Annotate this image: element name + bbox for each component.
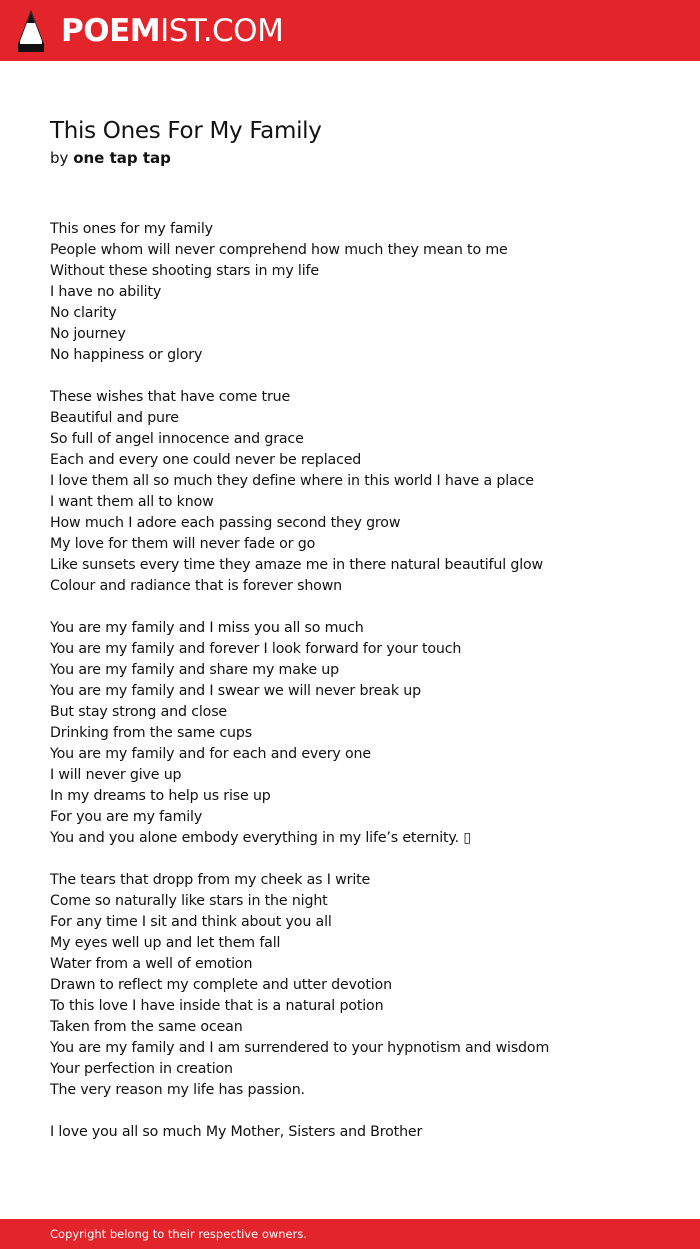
poem-line: You are my family and share my make up bbox=[50, 662, 339, 678]
poem-line: No happiness or glory bbox=[50, 347, 203, 363]
poem-line: I love them all so much they define where in this world I have a place bbox=[50, 473, 534, 489]
poem-line: To this love I have inside that is a natural potion bbox=[50, 998, 384, 1014]
poem-stanza bbox=[50, 387, 670, 597]
poem-line: People whom will never comprehend how much they mean to me bbox=[50, 242, 508, 258]
byline bbox=[50, 148, 171, 169]
poem-stanza bbox=[50, 618, 670, 849]
poem-line: My love for them will never fade or go bbox=[50, 536, 316, 552]
byline-prefix: by bbox=[50, 149, 69, 167]
poem-line: So full of angel innocence and grace bbox=[50, 431, 304, 447]
pencil-tip-icon[interactable] bbox=[18, 10, 44, 52]
poem-line: But stay strong and close bbox=[50, 704, 228, 720]
logo-text-light: IST.COM bbox=[160, 13, 284, 49]
poem-line: Beautiful and pure bbox=[50, 410, 179, 426]
poem-line: You are my family and I swear we will never break up bbox=[50, 683, 421, 699]
poem-line: This ones for my family bbox=[50, 221, 213, 237]
poem-line: Without these shooting stars in my life bbox=[50, 263, 319, 279]
poem-line: Drawn to reflect my complete and utter devotion bbox=[50, 977, 392, 993]
poem-line: For you are my family bbox=[50, 809, 203, 825]
poem-line: You are my family and for each and every one bbox=[50, 746, 371, 762]
poem-line: For any time I sit and think about you all bbox=[50, 914, 332, 930]
site-logo[interactable] bbox=[61, 13, 283, 49]
poem-line: How much I adore each passing second they grow bbox=[50, 515, 401, 531]
poem-stanza bbox=[50, 1122, 670, 1143]
poem-line: I will never give up bbox=[50, 767, 182, 783]
poem-line: You are my family and forever I look forward for your touch bbox=[50, 641, 462, 657]
poem-line: You and you alone embody everything in my life’s eternity. ▯ bbox=[50, 830, 472, 846]
poem-line: You are my family and I am surrendered to your hypnotism and wisdom bbox=[50, 1040, 550, 1056]
poem-line: I have no ability bbox=[50, 284, 162, 300]
poem-line: No journey bbox=[50, 326, 126, 342]
site-header bbox=[0, 0, 700, 61]
poem-line: Colour and radiance that is forever shown bbox=[50, 578, 343, 594]
poem-line: Water from a well of emotion bbox=[50, 956, 253, 972]
poem-line: The very reason my life has passion. bbox=[50, 1082, 305, 1098]
poem-line: In my dreams to help us rise up bbox=[50, 788, 271, 804]
poem-line: Your perfection in creation bbox=[50, 1061, 233, 1077]
poem-line: Taken from the same ocean bbox=[50, 1019, 243, 1035]
author-name: one tap tap bbox=[73, 149, 171, 167]
poem-line: Come so naturally like stars in the night bbox=[50, 893, 328, 909]
poem-line: No clarity bbox=[50, 305, 117, 321]
poem-line: These wishes that have come true bbox=[50, 389, 291, 405]
copyright-text: Copyright belong to their respective owners. bbox=[50, 1227, 308, 1241]
poem-body bbox=[50, 219, 670, 1164]
poem-line: Drinking from the same cups bbox=[50, 725, 252, 741]
poem-line: I want them all to know bbox=[50, 494, 214, 510]
poem-line: The tears that dropp from my cheek as I write bbox=[50, 872, 371, 888]
poem-stanza bbox=[50, 219, 670, 366]
poem-line: Each and every one could never be replaced bbox=[50, 452, 362, 468]
poem-line: You are my family and I miss you all so much bbox=[50, 620, 364, 636]
poem-stanza bbox=[50, 870, 670, 1101]
poem-title: This Ones For My Family bbox=[50, 118, 322, 144]
logo-text-bold: POEM bbox=[61, 13, 161, 49]
poem-line: My eyes well up and let them fall bbox=[50, 935, 281, 951]
poem-line: Like sunsets every time they amaze me in there natural beautiful glow bbox=[50, 557, 544, 573]
poem-line: I love you all so much My Mother, Sisters and Brother bbox=[50, 1124, 423, 1140]
site-footer bbox=[0, 1219, 700, 1249]
